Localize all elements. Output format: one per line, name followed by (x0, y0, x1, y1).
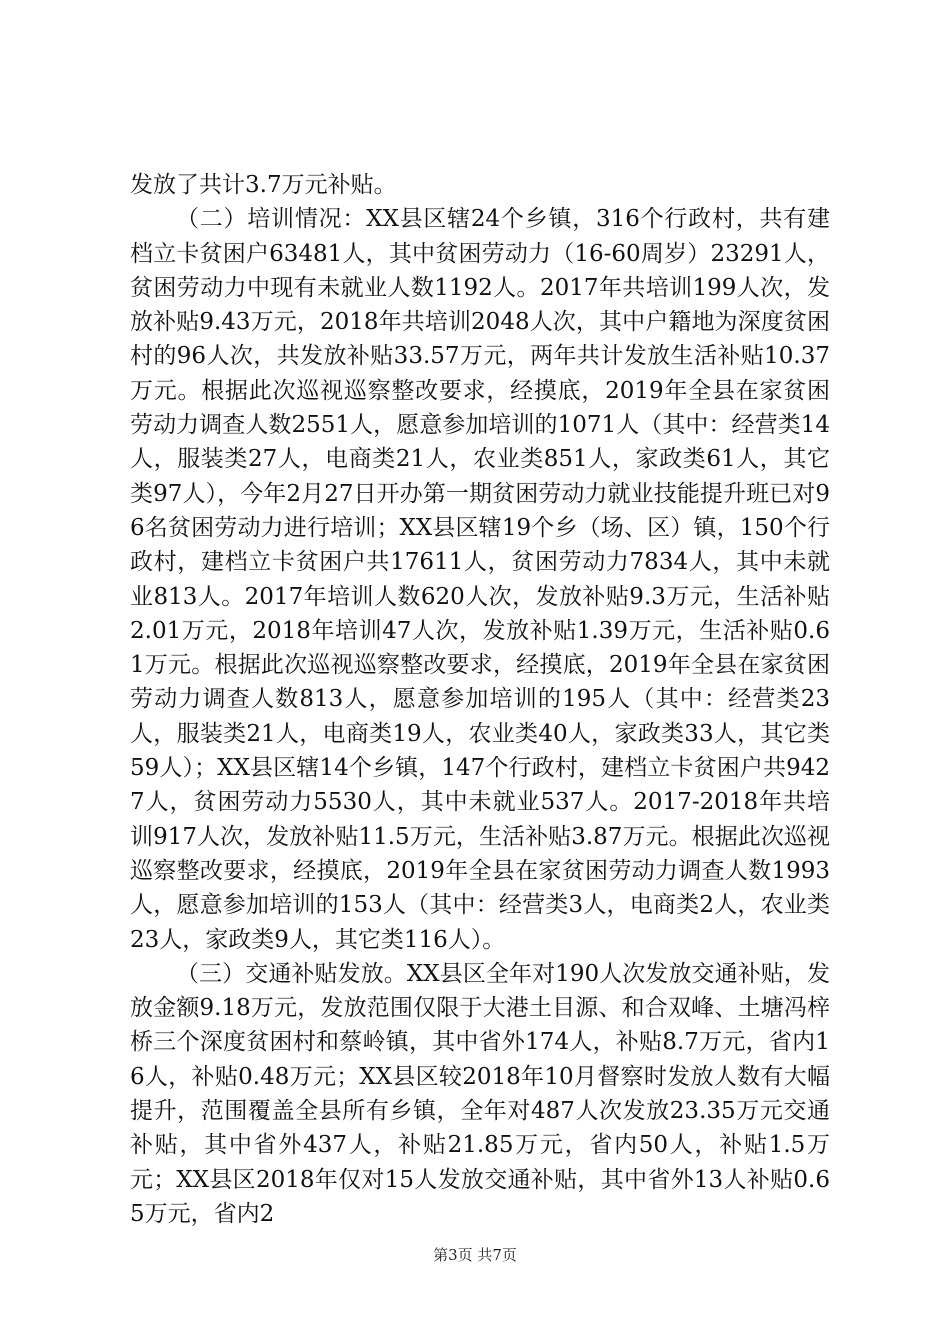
paragraph-training-situation: （二）培训情况：XX县区辖24个乡镇，316个行政村，共有建档立卡贫困户63481人，其中贫困劳动力（16-60周岁）23291人，贫困劳动力中现有未就业人数1192人。2017年共培训199人次，发放补贴9.43万元，2018年共培训2048人次，其中户籍地为深度贫困村的96人次，共发放补贴33.57万元，两年共计发放生活补贴10.37万元。根据此次巡视巡察整改要求，经摸底，2019年全县在家贫困劳动力调查人数2551人，愿意参加培训的1071人（其中：经营类14人，服装类27人，电商类21人，农业类851人，家政类61人，其它类97人），今年2月27日开办第一期贫困劳动力就业技能提升班已对96名贫困劳动力进行培训；XX县区辖19个乡（场、区）镇，150个行政村，建档立卡贫困户共17611人，贫困劳动力7834人，其中未就业813人。2017年培训人数620人次，发放补贴9.3万元，生活补贴2.01万元，2018年培训47人次，发放补贴1.39万元，生活补贴0.61万元。根据此次巡视巡察整改要求，经摸底，2019年全县在家贫困劳动力调查人数813人，愿意参加培训的195人（其中：经营类23人，服装类21人，电商类19人，农业类40人，家政类33人，其它类59人）；XX县区辖14个乡镇，147个行政村，建档立卡贫困户共9427人，贫困劳动力5530人，其中未就业537人。2017-2018年共培训917人次，发放补贴11.5万元，生活补贴3.87万元。根据此次巡视巡察整改要求，经摸底，2019年全县在家贫困劳动力调查人数1993人，愿意参加培训的153人（其中：经营类3人，电商类2人，农业类23人，家政类9人，其它类116人）。 (130, 206, 830, 953)
document-body (130, 168, 830, 1231)
paragraph-transport-subsidy: （三）交通补贴发放。XX县区全年对190人次发放交通补贴，发放金额9.18万元，发放范围仅限于大港土目源、和合双峰、土塘冯梓桥三个深度贫困村和蔡岭镇，其中省外174人，补贴8.7万元，省内16人，补贴0.48万元；XX县区较2018年10月督察时发放人数有大幅提升，范围覆盖全县所有乡镇，全年对487人次发放23.35万元交通补贴，其中省外437人，补贴21.85万元，省内50人，补贴1.5万元；XX县区2018年仅对15人发放交通补贴，其中省外13人补贴0.65万元，省内2 (130, 960, 830, 1227)
page-number-footer: 第3页 共7页 (433, 1246, 517, 1264)
paragraph-continuation: 发放了共计3.7万元补贴。 (130, 172, 397, 198)
